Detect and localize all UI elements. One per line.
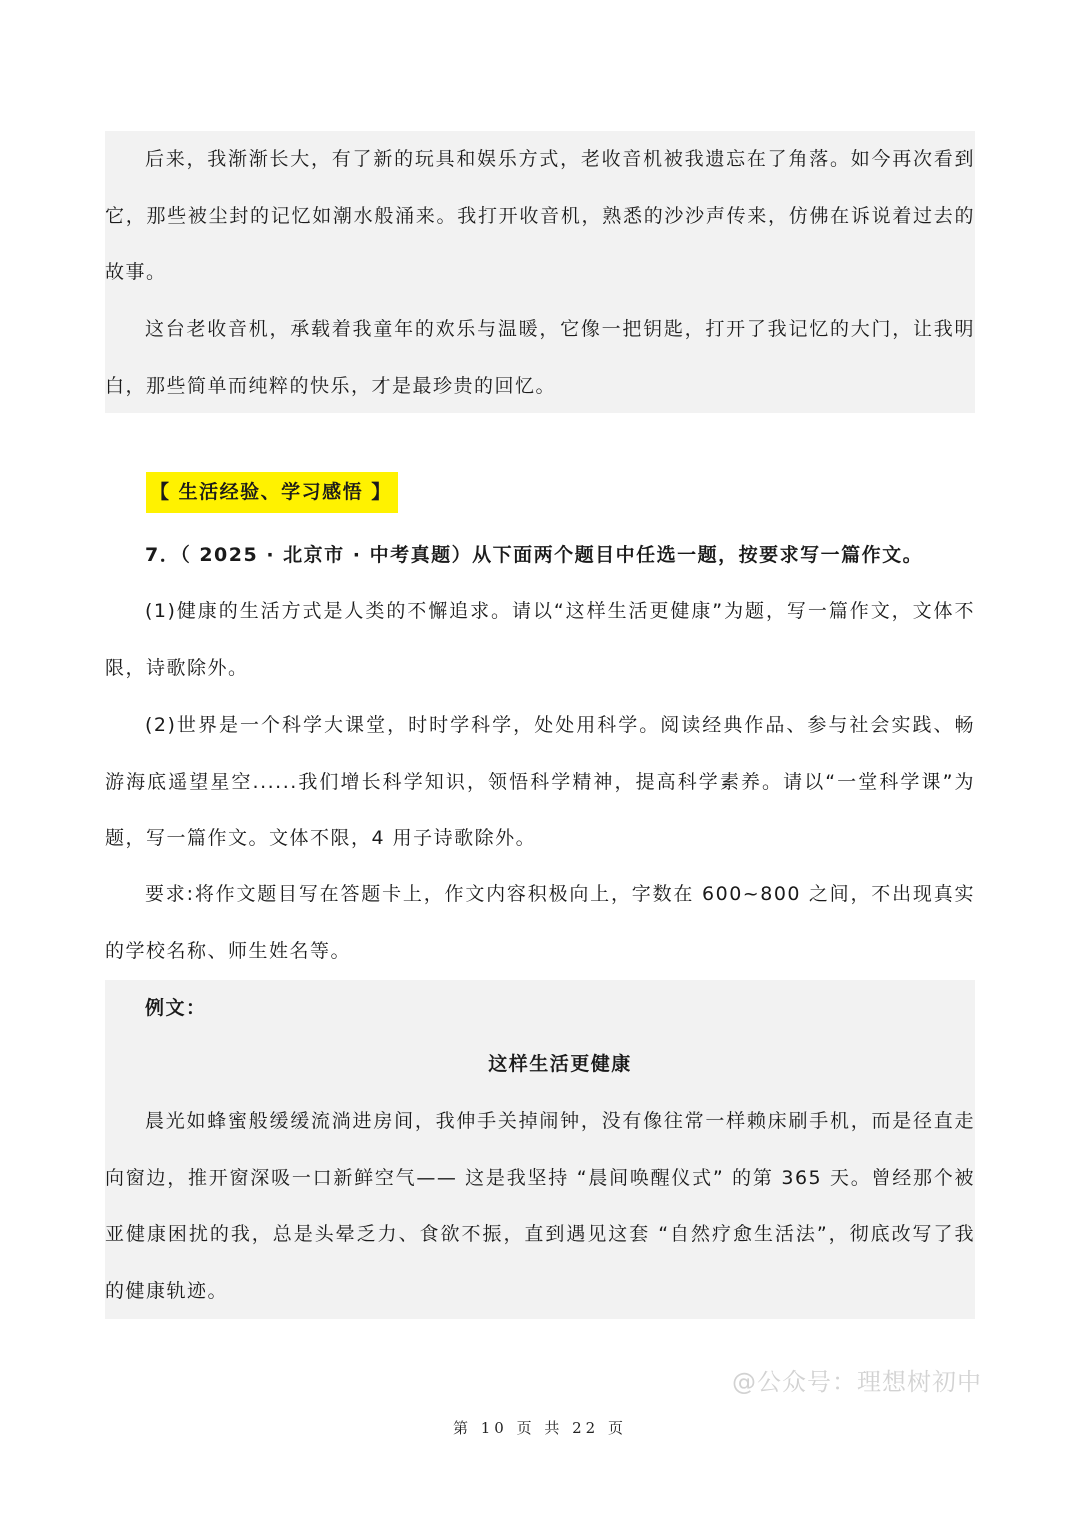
question-option-2: (2)世界是一个科学大课堂，时时学科学，处处用科学。阅读经典作品、参与社会实践、畅游海底遥望星空......我们增长科学知识，领悟科学精神，提高科学素养。请以“一堂科学课”为题，写一篇作文。文体不限，4 用子诗歌除外。 — [105, 714, 975, 849]
section-tag: 【 生活经验、学习感悟 】 — [146, 472, 398, 513]
page-number: 第 10 页 共 22 页 — [452, 1419, 627, 1437]
question-requirement: 要求:将作文题目写在答题卡上，作文内容积极向上，字数在 600~800 之间，不出现真实的学校名称、师生姓名等。 — [105, 883, 975, 962]
example-label: 例文： — [145, 997, 207, 1019]
question-option-1: (1)健康的生活方式是人类的不懈追求。请以“这样生活更健康”为题，写一篇作文，文体不限，诗歌除外。 — [105, 600, 975, 679]
question-intro: 7．（ 2025 · 北京市 · 中考真题）从下面两个题目中任选一题，按要求写一篇作文。 — [145, 544, 924, 566]
example-title: 这样生活更健康 — [488, 1053, 632, 1075]
watermark: @公众号：理想树初中 — [732, 1368, 982, 1396]
essay-paragraph-2: 这台老收音机，承载着我童年的欢乐与温暖，它像一把钥匙，打开了我记忆的大门，让我明白，那些简单而纯粹的快乐，才是最珍贵的回忆。 — [105, 318, 975, 397]
essay-paragraph-1: 后来，我渐渐长大，有了新的玩具和娱乐方式，老收音机被我遗忘在了角落。如今再次看到它，那些被尘封的记忆如潮水般涌来。我打开收音机，熟悉的沙沙声传来，仿佛在诉说着过去的故事。 — [105, 148, 975, 283]
example-paragraph-1: 晨光如蜂蜜般缓缓流淌进房间，我伸手关掉闹钟，没有像往常一样赖床刷手机，而是径直走向窗边，推开窗深吸一口新鲜空气—— 这是我坚持 “晨间唤醒仪式” 的第 365 天。曾经那个被亚健康困扰的我，总是头晕乏力、食欲不振，直到遇见这套 “自然疗愈生活法”，彻底改写了我的健康轨迹。 — [105, 1110, 975, 1302]
